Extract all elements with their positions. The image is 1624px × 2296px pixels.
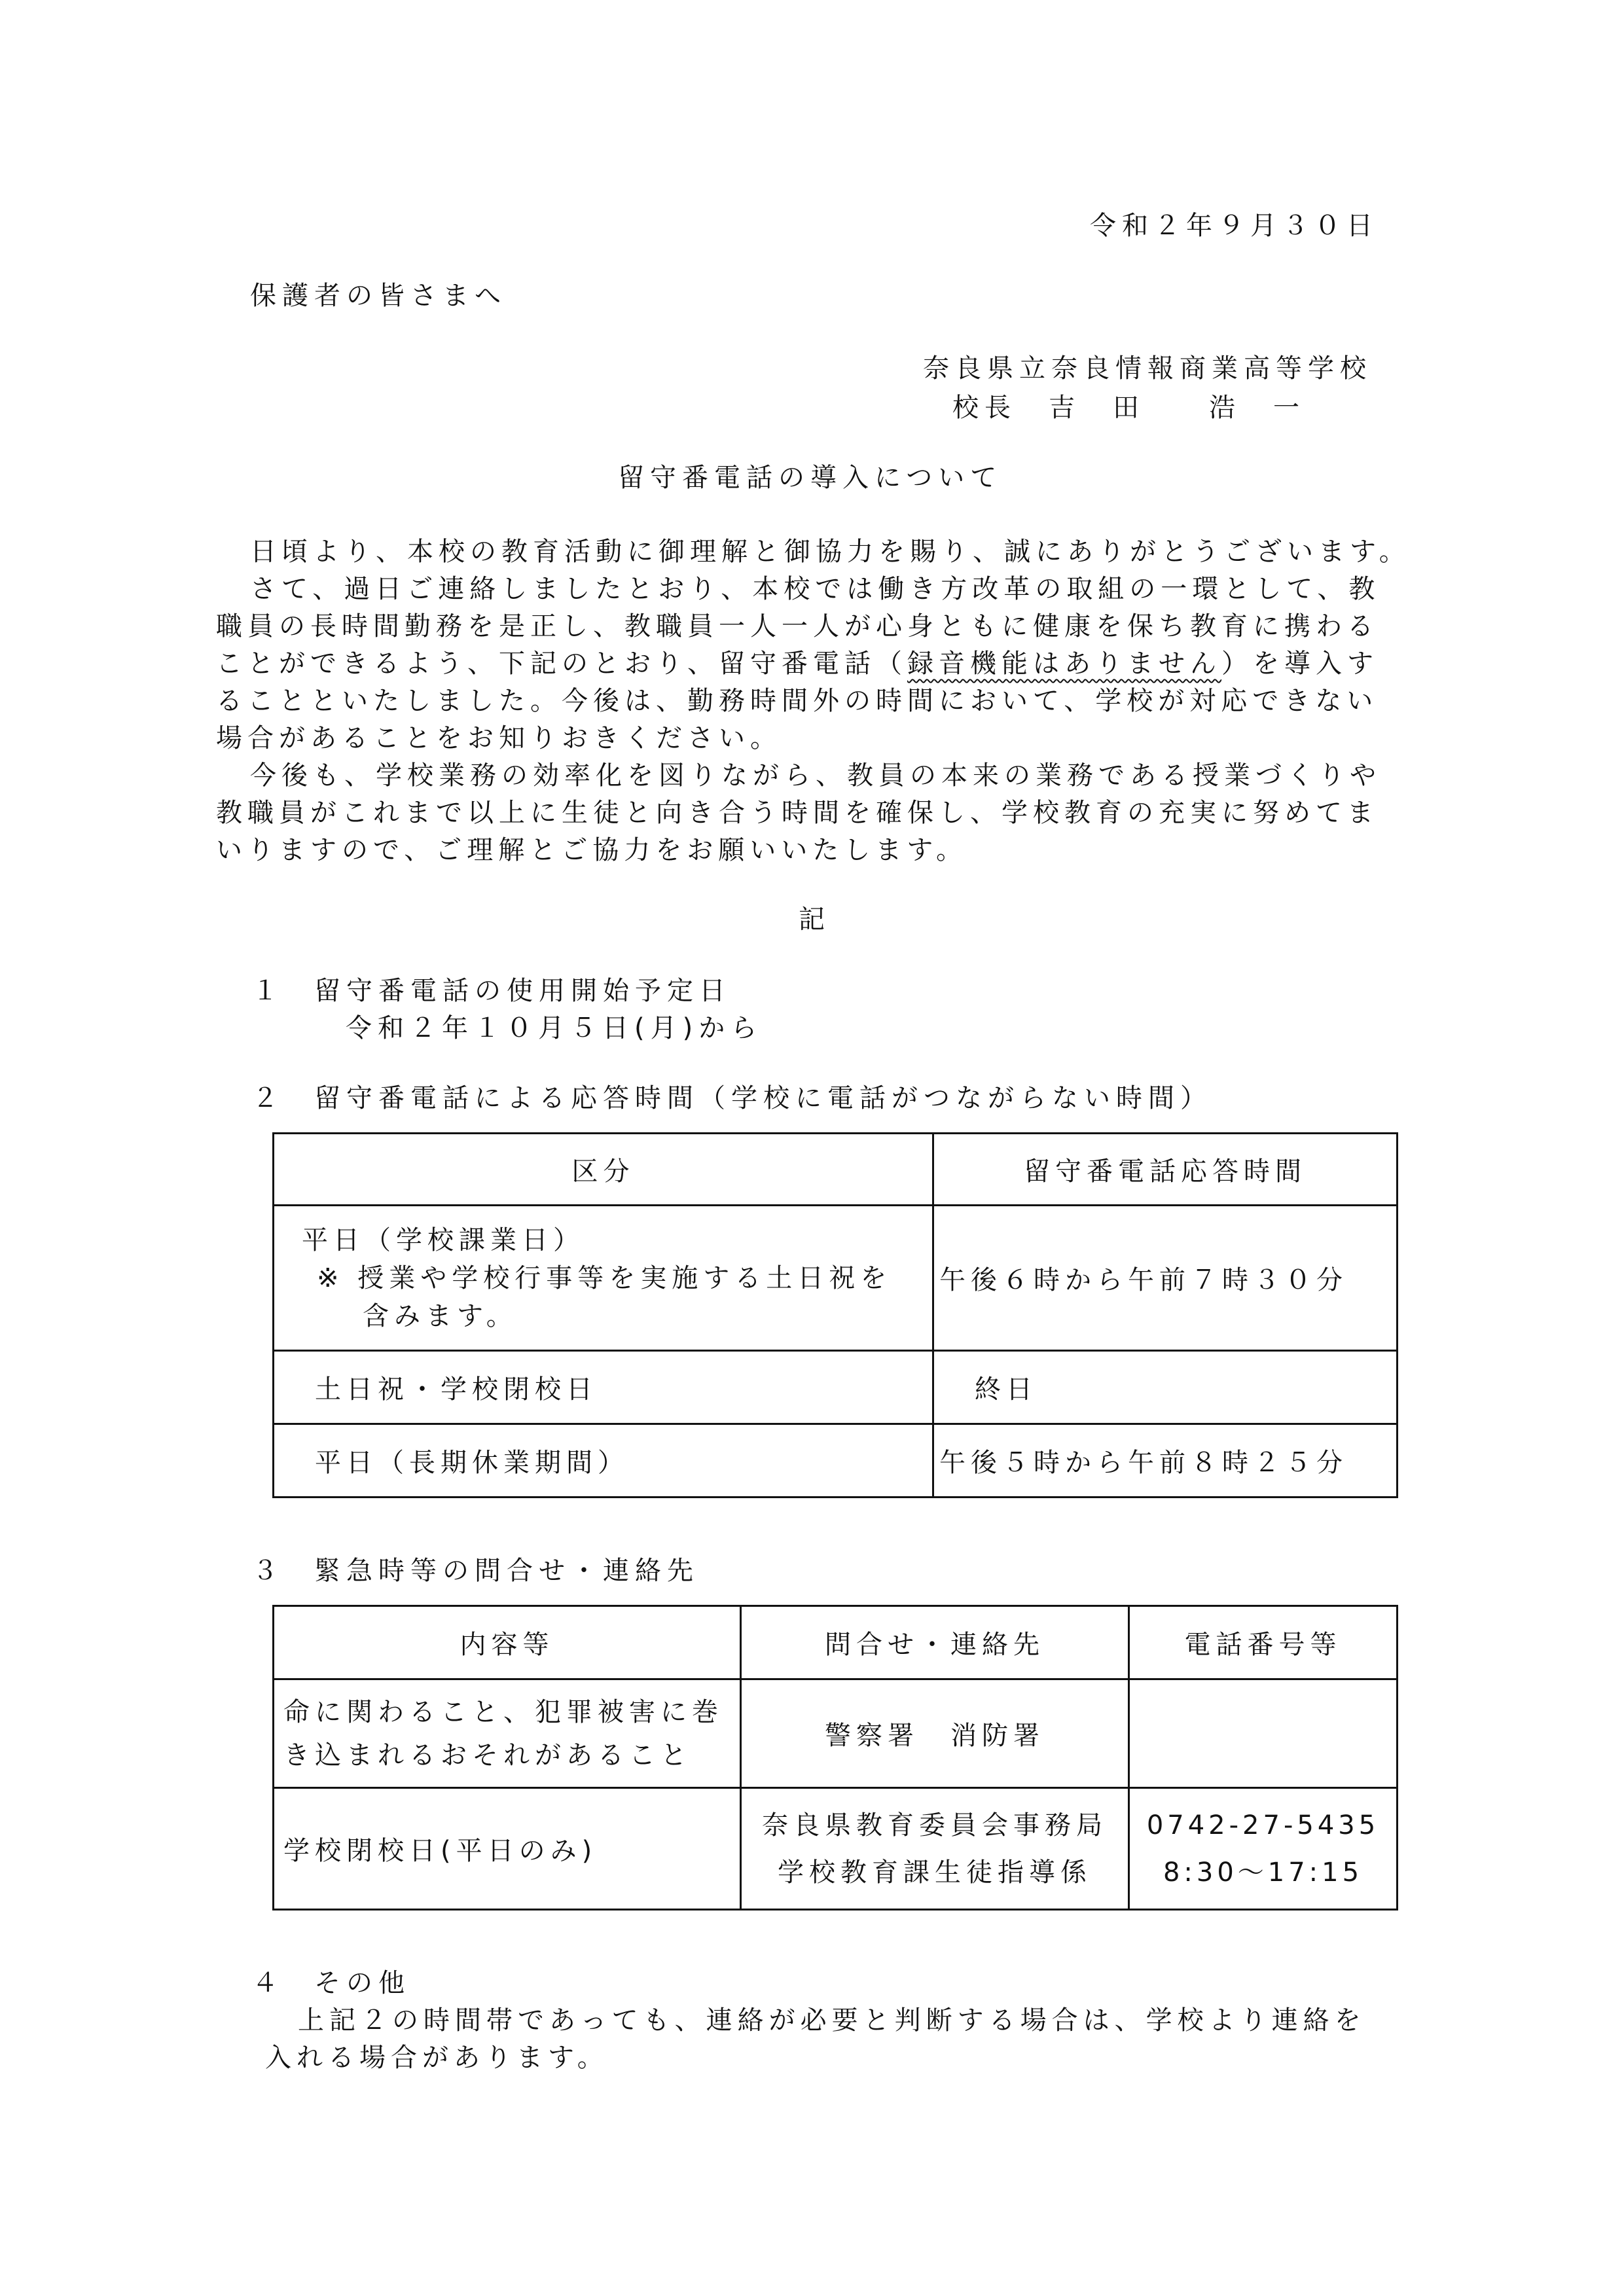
phone-number: 0742-27-5435 (1146, 1810, 1380, 1840)
emergency-contact: 警察署 消防署 (741, 1679, 1129, 1788)
section1-number: １ (252, 976, 284, 1006)
emergency-content (274, 1679, 741, 1788)
closure-content: 学校閉校日(平日のみ) (274, 1788, 741, 1910)
intro-p2-line3-pre: ことができるよう、下記のとおり、留守番電話（ (216, 649, 907, 679)
table-row (274, 1788, 1398, 1910)
closure-phone (1129, 1788, 1398, 1910)
holiday-time: 終日 (933, 1351, 1398, 1424)
intro-p2-line1: さて、過日ご連絡しましたとおり、本校では働き方改革の取組の一環として、教 (250, 574, 1380, 604)
intro-p1: 日頃より、本校の教育活動に御理解と御協力を賜り、誠にありがとうございます。 (250, 537, 1411, 567)
response-hours-table (272, 1132, 1398, 1498)
section1-value: 令和２年１０月５日(月)から (346, 1013, 763, 1043)
emergency-content-line2: き込まれるおそれがあること (283, 1740, 692, 1770)
weekday-time: 午後６時から午前７時３０分 (933, 1206, 1398, 1351)
phone-hours: 8:30〜17:15 (1163, 1857, 1363, 1888)
sender-principal: 校長 吉 田 浩 一 (952, 393, 1305, 423)
header-phone: 電話番号等 (1129, 1606, 1398, 1679)
row-weekday-school-days (274, 1206, 933, 1351)
sender-school: 奈良県立奈良情報商業高等学校 (923, 353, 1372, 384)
section1-heading: 留守番電話の使用開始予定日 (314, 976, 731, 1006)
document-title: 留守番電話の導入について (618, 463, 1003, 493)
weekday-category: 平日（学校課業日） (302, 1225, 585, 1255)
emergency-content-line1: 命に関わること、犯罪被害に巻 (283, 1696, 723, 1727)
emergency-contacts-table (272, 1605, 1398, 1910)
holiday-category: 土日祝・学校閉校日 (274, 1351, 933, 1424)
table-row (274, 1206, 1398, 1351)
header-content: 内容等 (274, 1606, 741, 1679)
intro-p3-line3: いりますので、ご理解とご協力をお願いいたします。 (216, 835, 967, 865)
ki-marker: 記 (799, 905, 831, 935)
closure-contact-line2: 学校教育課生徒指導係 (778, 1857, 1092, 1888)
header-response-time: 留守番電話応答時間 (933, 1134, 1398, 1206)
section4-line1: 上記２の時間帯であっても、連絡が必要と判断する場合は、学校より連絡を (298, 2005, 1366, 2036)
intro-p3-line1: 今後も、学校業務の効率化を図りながら、教員の本来の業務である授業づくりや (250, 761, 1381, 791)
section4-line2: 入れる場合があります。 (265, 2043, 609, 2073)
table-row (274, 1679, 1398, 1788)
section2-number: ２ (252, 1083, 284, 1113)
weekend-note-line1: ※ 授業や学校行事等を実施する土日祝を (317, 1263, 892, 1293)
section4-heading: その他 (314, 1968, 410, 1998)
section3-heading: 緊急時等の問合せ・連絡先 (314, 1556, 699, 1586)
weekend-note-line2: 含みます。 (363, 1300, 518, 1331)
table-header-row (274, 1134, 1398, 1206)
table-header-row (274, 1606, 1398, 1679)
intro-p2-line2: 職員の長時間勤務を是正し、教職員一人一人が心身ともに健康を保ち教育に携わる (216, 611, 1379, 641)
addressee: 保護者の皆さまへ (250, 281, 507, 311)
intro-p2-line3 (216, 651, 1379, 677)
vacation-category: 平日（長期休業期間） (274, 1424, 933, 1498)
header-contact: 問合せ・連絡先 (741, 1606, 1129, 1679)
section4-number: ４ (252, 1968, 284, 1998)
section2-heading: 留守番電話による応答時間（学校に電話がつながらない時間） (314, 1083, 1212, 1113)
intro-p3-line2: 教職員がこれまで以上に生徒と向き合う時間を確保し、学校教育の充実に努めてま (216, 798, 1379, 828)
closure-contact (741, 1788, 1129, 1910)
document-date: 令和２年９月３０日 (1090, 211, 1379, 241)
no-recording-emphasis: 録音機能はありません (907, 649, 1221, 679)
header-category: 区分 (274, 1134, 933, 1206)
table-row (274, 1351, 1398, 1424)
intro-p2-line3-post: ）を導入す (1221, 649, 1379, 679)
section3-number: ３ (252, 1556, 284, 1586)
intro-p2-line4: ることといたしました。今後は、勤務時間外の時間において、学校が対応できない (216, 686, 1379, 716)
closure-contact-line1: 奈良県教育委員会事務局 (762, 1810, 1108, 1840)
vacation-time: 午後５時から午前８時２５分 (933, 1424, 1398, 1498)
intro-p2-line5: 場合があることをお知りおきください。 (216, 723, 782, 753)
table-row (274, 1424, 1398, 1498)
emergency-phone (1129, 1679, 1398, 1788)
